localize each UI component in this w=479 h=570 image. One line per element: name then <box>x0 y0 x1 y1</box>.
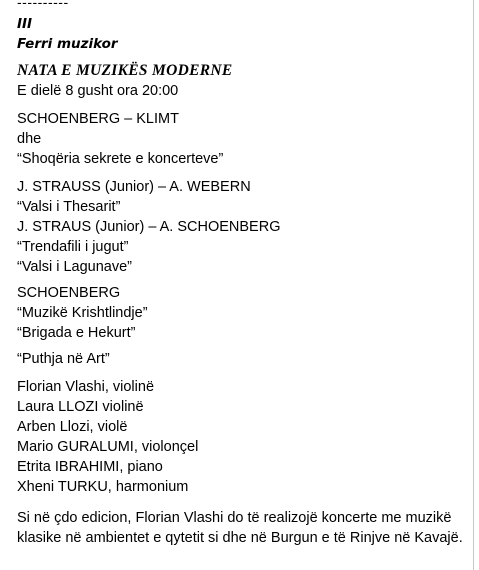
program-line: dhe <box>17 131 42 147</box>
program-line: “Muzikë Krishtlindje” <box>17 305 148 321</box>
program-line: “Valsi i Thesarit” <box>17 199 121 215</box>
program-line: “Puthja në Art” <box>17 351 110 367</box>
closing-paragraph: Si në çdo edicion, Florian Vlashi do të realizojë koncerte me muzikë klasike në ambientet e qytetit si dhe në Burgun e të Rinjve në Kavajë. <box>17 510 463 546</box>
program-line: “Trendafili i jugut” <box>17 239 129 255</box>
program-line: “Shoqëria sekrete e koncerteve” <box>17 151 224 167</box>
program-line: SCHOENBERG <box>17 285 121 301</box>
performer-line: Etrita IBRAHIMI, piano <box>17 459 163 475</box>
performer-line: Laura LLOZI violinë <box>17 399 144 415</box>
performer-line: Mario GURALUMI, violonçel <box>17 439 199 455</box>
performer-line: Arben Llozi, violë <box>17 419 128 435</box>
program-line: SCHOENBERG – KLIMT <box>17 111 179 127</box>
program-line: “Brigada e Hekurt” <box>17 325 136 341</box>
program-line: “Valsi i Lagunave” <box>17 259 132 275</box>
event-title: NATA E MUZIKËS MODERNE <box>17 62 233 79</box>
event-date-time: E dielë 8 gusht ora 20:00 <box>17 83 179 99</box>
section-number: III <box>17 16 33 32</box>
separator-line: ---------- <box>17 0 69 10</box>
section-title: Ferri muzikor <box>17 36 118 52</box>
performer-line: Xheni TURKU, harmonium <box>17 479 189 495</box>
performer-line: Florian Vlashi, violinë <box>17 379 155 395</box>
program-line: J. STRAUSS (Junior) – A. WEBERN <box>17 179 251 195</box>
program-line: J. STRAUS (Junior) – A. SCHOENBERG <box>17 219 281 235</box>
